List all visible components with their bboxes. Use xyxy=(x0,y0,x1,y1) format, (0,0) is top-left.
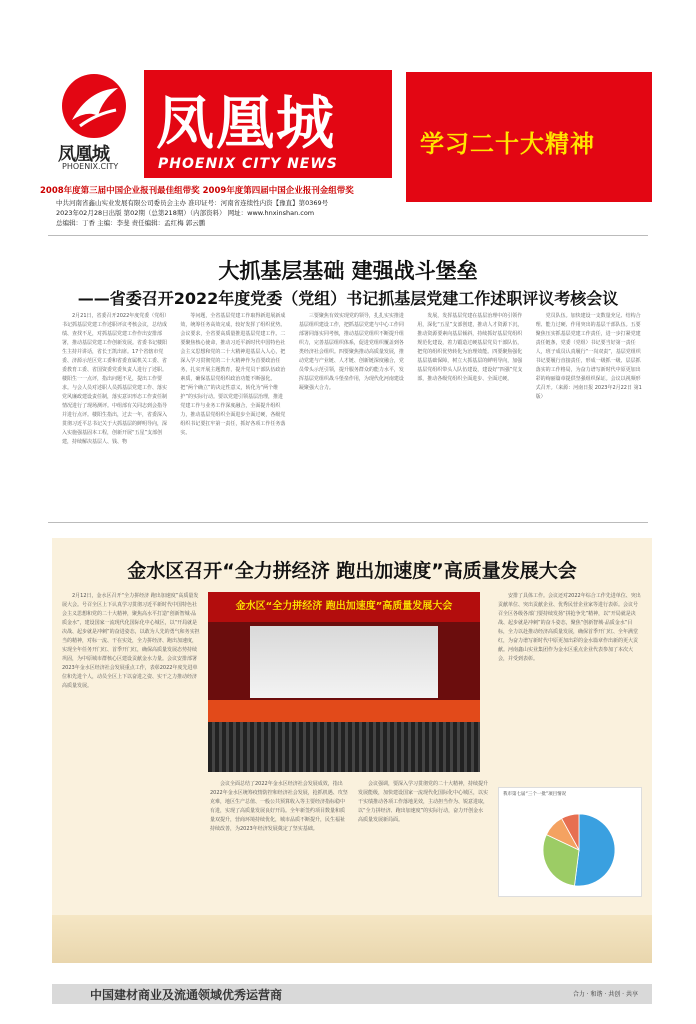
publication-meta xyxy=(56,198,406,228)
pie-chart-svg xyxy=(499,788,641,896)
article1-column: 三要聚焦有效实现党的领导，扎扎实实推进基层组织建设工作，把抓基层党建与中心工作同部署同落实同考核，推动基层党组织不断提升组织力，完善基层组织体系，促进党组织覆盖到各类经济社会组织。四要聚焦推动高质量发展，推动党建与产业链、人才链、创新链深度融合，党员带头示范引领，提升服务群众的能力水平，发挥基层党组织战斗堡垒作用，为现代化河南建设凝聚强大合力。 xyxy=(298,313,404,391)
article1-subheadline: ——省委召开2022年度党委（党组）书记抓基层党建工作述职评议考核会议 xyxy=(77,289,619,308)
footer-slogan: 中国建材商业及流通领域优秀运营商 xyxy=(90,988,283,1002)
slogan-box xyxy=(406,72,652,202)
article1-column: 2月21日，省委召开2022年度党委（党组）书记抓基层党建工作述职评议考核会议，总结成绩、查找不足，对抓基层党建工作作出安排部署，推动基层党建工作创新发展。省委书记楼阳生主持并讲话，省长王凯出席。17个省辖市党委、济源示范区党工委和省委直属机关工委、省委教育工委、省国资委党委负责人进行了述职。楼阳生一一点评，指出问题不足，提出工作要求。与会人员对述职人员抓基层党建工作、落实党风廉政建设责任制，落实意识形态工作责任制情况进行了现场测评。中组部有关同志到会指导并进行点评。楼阳生指出，过去一年，省委深入贯彻习近平总书记关于大抓基层的鲜明导向，深入实施强基固本工程，创新开展“五星”支部创建，持续解决基层人、钱、物 xyxy=(62,313,168,445)
conference-photo xyxy=(208,592,480,772)
article1-column: 党员队伍。加快建设一支数量充足、结构合理、能力过硬、作用突出的基层干部队伍。五要聚焦压实抓基层党建工作责任，进一步打紧党建责任链条，党委（党组）书记要当好第一责任人，班子成员认真履行“一岗双责”，基层党组织书记要履行直接责任，形成一级抓一级、层层抓落实的工作格局，为奋力谱写新时代中原更加出彩的绚丽篇章提供坚强组织保证。会议以视频形式召开。（来源：河南日报 2023年2月22日 第1版） xyxy=(535,313,642,400)
photo-banner-text: 金水区“全力拼经济 跑出加速度”高质量发展大会 xyxy=(208,592,480,622)
meta-line-2: 2023年02月28日出版 第02期（总第218期）（内部资料） 网址：www.hnxinshan.com xyxy=(56,209,315,217)
stage-platform xyxy=(208,700,480,722)
article1-headline: 大抓基层基础 建强战斗堡垒 xyxy=(218,259,478,283)
article1-column: 等问题，全省基层党建工作取得新进展新成效，统筹任务高效完成，较好发挥了组织优势。会议要求，全省要高质量推进基层党建工作。二要聚焦核心使命，推动习近平新时代中国特色社会主义思想和党的二十大精神进基层入人心，把深入学习贯彻党的二十大精神作为首要政治任务，扎实开展主题教育，提升党员干部队伍政治素质，确保基层党组织政治功能不断强化。把“两个确立”的决定性意义，转化为“两个维护”的实际行动。要以党建引领基层治理，推进党建工作与业务工作深度融合，全面提升组织力，推动基层党组织全面进步全面过硬，各级党组织书记要扛牢第一责任，抓好各项工作任务落实。 xyxy=(180,313,286,436)
article2-column: 会议全面总结了2022年金水区经济社会发展成效，指出2022年金水区统筹疫情防控和经济社会发展，抢抓机遇、攻坚克难，地区生产总值、一般公共预算收入等主要经济指标稳中有进，实现了高质量发展良好开局。全年新签约项目数量和质量双提升，营商环境持续优化，城市品质不断提升，民生福祉持续改善，为2023年经济发展奠定了坚实基础。 xyxy=(210,781,348,832)
masthead-title: 凤凰城 xyxy=(156,89,337,157)
masthead-title-en: PHOENIX CITY NEWS xyxy=(158,156,338,172)
pie-slice xyxy=(574,814,615,886)
pie-chart xyxy=(498,787,642,897)
meta-line-1: 中共河南省鑫山实业发展有限公司委员会主办 准印证号：河南省连续性内资【豫直】第0369号 xyxy=(56,199,329,207)
logo-en-text: PHOENIX.CITY xyxy=(62,162,119,171)
divider-top xyxy=(48,235,648,236)
logo-cn-text: 凤凰城 xyxy=(58,144,109,165)
article2-column: 会议强调，要深入学习贯彻党的二十大精神，持续提升发展能级，加快建设国家一流现代化国际化中心城区，以实干实绩推动各项工作落地见效，主动担当作为、锐意进取，以“全力拼经济、跑出加速度”的实际行动，奋力开创金水高质量发展新局面。 xyxy=(358,781,488,823)
footer-bar xyxy=(52,984,652,1004)
article2-headline: 金水区召开“全力拼经济 跑出加速度”高质量发展大会 xyxy=(127,560,577,582)
stage-screen xyxy=(250,626,438,698)
meta-line-3: 总编辑：丁香 主编：李斐 责任编辑：孟红梅 郭云鹏 xyxy=(56,219,206,227)
divider-middle xyxy=(48,522,648,523)
footer-motto: 合力 · 和谐 · 共创 · 共享 xyxy=(572,991,638,998)
audience xyxy=(208,722,480,772)
slogan-text: 学习二十大精神 xyxy=(420,130,595,158)
masthead-banner xyxy=(144,70,392,178)
honors-line: 2008年度第三届中国企业报刊最佳组带奖 2009年度第四届中国企业报刊金组带奖 xyxy=(40,186,354,196)
phoenix-logo-icon xyxy=(58,70,130,142)
article1-column: 发展，发挥基层党建在基层治理中的引领作用，深化“五星”支部创建，推动人才资源下沉，推动资源要素向基层倾斜，持续抓好基层党组织规范化建设，着力锻造过硬基层党员干部队伍，把党的组织优势转化为治理效能。四要聚焦强化基层基础保障，树立大抓基层的鲜明导向，加强基层党组织带头人队伍建设，建设好“四强”党支部，推动各级党组织全面进步、全面过硬。 xyxy=(417,313,523,382)
article2-column: 安排了具体工作。会议还对2022年综合工作先进单位、突出贡献单位、突出贡献企业、优秀民营企业家等进行表彰。会议号召全区各级各部门要持续发扬“拼抢争先”精神，以“开局就是决战、起步就是冲刺”的奋斗姿态，聚焦“创新智城·品质金水”目标，全力以赴推动经济高质量发展，确保首季开门红、全年满堂红，为奋力谱写新时代中原更加出彩的金水篇章作出新的更大贡献。河南鑫山实业集团作为金水区重点企业代表参加了本次大会，并受到表彰。 xyxy=(498,593,641,662)
article2-column: 2月12日，金水区召开“全力拼经济 跑出加速度”高质量发展大会。号召全区上下认真学习贯彻习近平新时代中国特色社会主义思想和党的二十大精神，聚焦高水平打造“创新智城·品质金水”，建设国家一流现代化国际化中心城区，以“开局就是决战、起步就是冲刺”的奋进姿态，以敢为人先的勇气和务实担当的精神，对标一流、干在实处，全力拼经济、跑出加速度，实现全年任务开门红、首季开门红，确保高质量发展态势持续巩固，为中原城市群核心区建设贡献金水力量。会议安排部署2023年金水区经济社会发展重点工作，表彰2022年度先进单位和先进个人，动员全区上下以奋进之姿、实干之力推动经济高质量发展。 xyxy=(62,593,200,689)
chart-title: 我市第七届“三个一批”项目情况 xyxy=(503,792,567,797)
article1-body xyxy=(62,312,642,522)
